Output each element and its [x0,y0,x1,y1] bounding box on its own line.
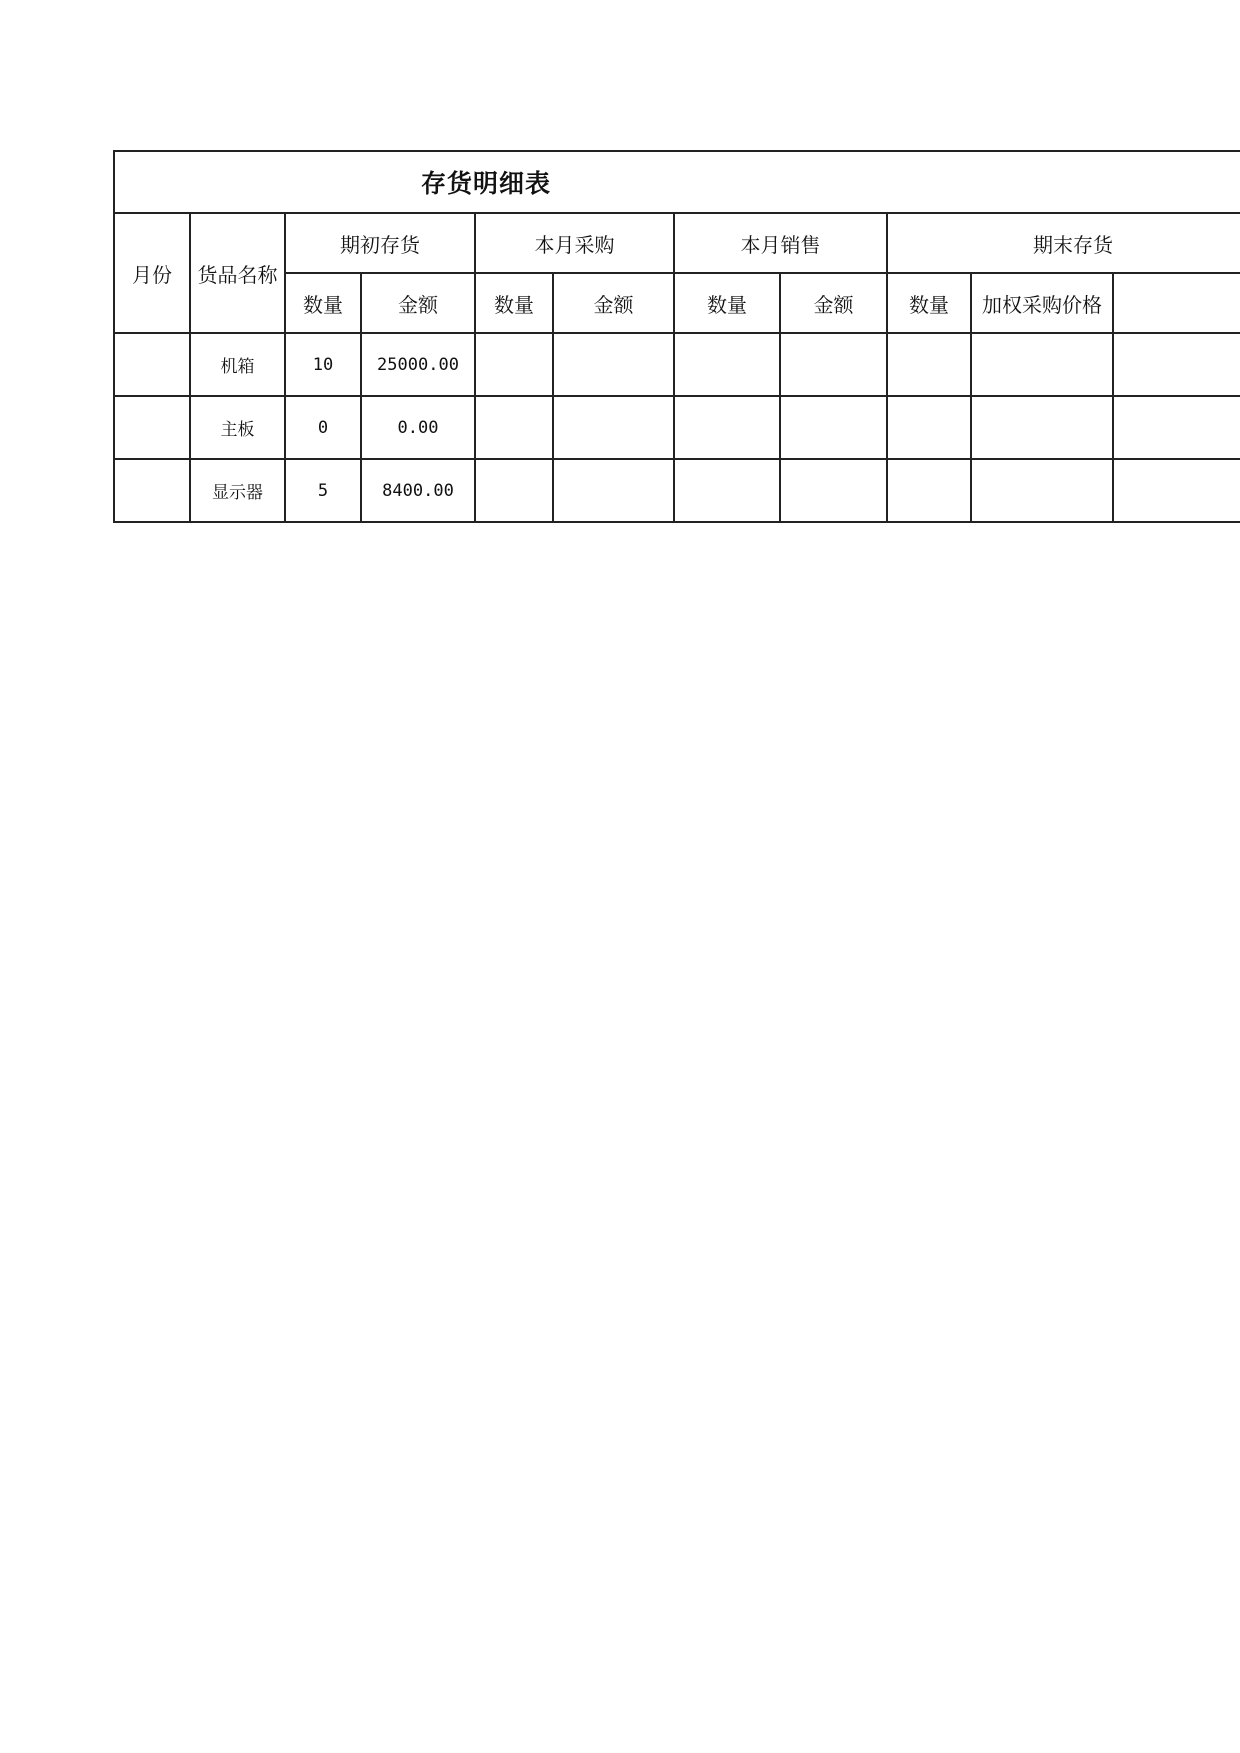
header-sales: 本月销售 [674,213,887,273]
table-row [114,459,1240,522]
cell-weighted-price[interactable] [971,396,1113,459]
header-opening-stock: 期初存货 [285,213,475,273]
header-item-name: 货品名称 [190,213,285,333]
header-sales-amount: 金额 [780,273,887,333]
cell-weighted-price[interactable] [971,333,1113,396]
cell-weighted-price[interactable] [971,459,1113,522]
header-month: 月份 [114,213,190,333]
inventory-sheet [113,150,1240,523]
cell-sales-amount[interactable] [780,333,887,396]
table-row [114,396,1240,459]
cell-item-name[interactable]: 主板 [190,396,285,459]
header-opening-amount: 金额 [361,273,475,333]
cell-item-name[interactable]: 显示器 [190,459,285,522]
cell-closing-qty[interactable] [887,459,971,522]
cell-purchase-amount[interactable] [553,459,674,522]
cell-sales-qty[interactable] [674,396,780,459]
header-weighted-price: 加权采购价格 [971,273,1113,333]
cell-purchase-qty[interactable] [475,396,553,459]
cell-closing-extra[interactable] [1113,333,1240,396]
header-purchase: 本月采购 [475,213,674,273]
cell-sales-qty[interactable] [674,333,780,396]
header-closing-stock-label: 期末存货 [1033,232,1114,257]
cell-opening-qty[interactable]: 10 [285,333,361,396]
table-row [114,333,1240,396]
cell-opening-qty[interactable]: 5 [285,459,361,522]
cell-closing-qty[interactable] [887,333,971,396]
cell-month[interactable] [114,459,190,522]
cell-sales-qty[interactable] [674,459,780,522]
cell-month[interactable] [114,396,190,459]
cell-month[interactable] [114,333,190,396]
header-purchase-amount: 金额 [553,273,674,333]
header-opening-qty: 数量 [285,273,361,333]
cell-opening-amount[interactable]: 25000.00 [361,333,475,396]
page-title: 存货明细表 [114,151,1240,213]
header-closing-qty: 数量 [887,273,971,333]
cell-purchase-amount[interactable] [553,396,674,459]
cell-closing-qty[interactable] [887,396,971,459]
cell-purchase-amount[interactable] [553,333,674,396]
cell-sales-amount[interactable] [780,396,887,459]
cell-purchase-qty[interactable] [475,333,553,396]
cell-opening-amount[interactable]: 8400.00 [361,459,475,522]
header-purchase-qty: 数量 [475,273,553,333]
header-sales-qty: 数量 [674,273,780,333]
cell-closing-extra[interactable] [1113,459,1240,522]
cell-purchase-qty[interactable] [475,459,553,522]
header-closing-stock [887,213,1240,273]
cell-item-name[interactable]: 机箱 [190,333,285,396]
cell-sales-amount[interactable] [780,459,887,522]
header-closing-extra [1113,273,1240,333]
cell-opening-qty[interactable]: 0 [285,396,361,459]
cell-closing-extra[interactable] [1113,396,1240,459]
inventory-table [113,150,1240,523]
cell-opening-amount[interactable]: 0.00 [361,396,475,459]
